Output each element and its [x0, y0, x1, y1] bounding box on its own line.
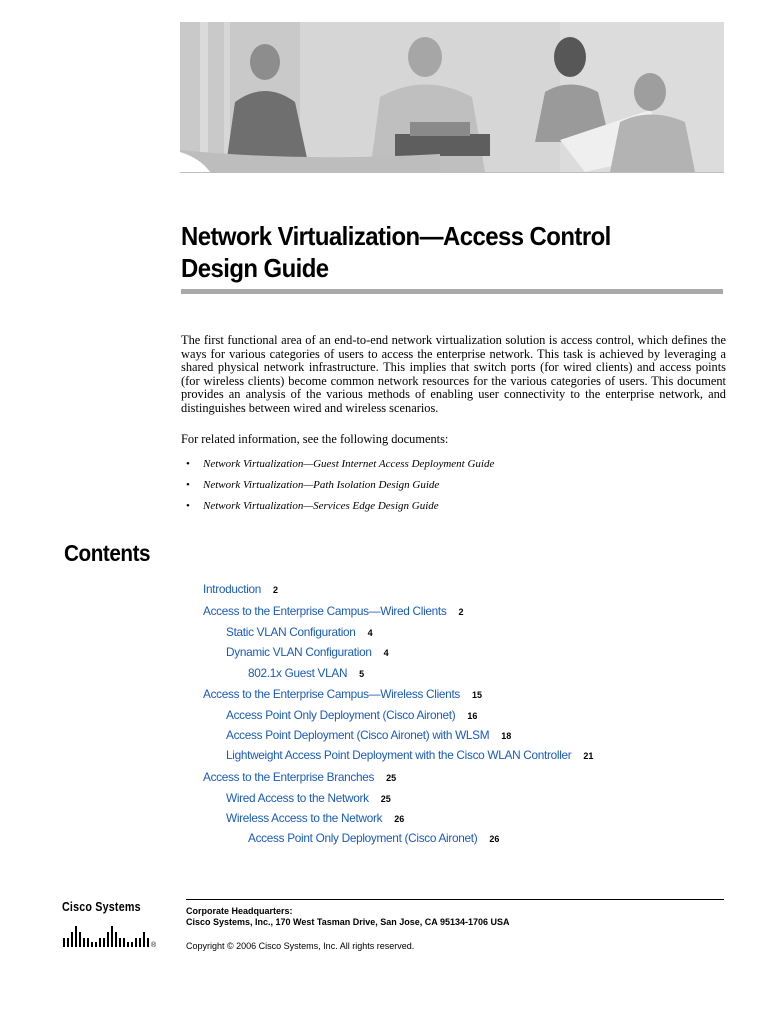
- document-title: Network Virtualization—Access Control Design Guide: [181, 221, 611, 283]
- toc-link[interactable]: 802.1x Guest VLAN: [248, 666, 348, 680]
- intro-paragraph: The first functional area of an end-to-end network virtualization solution is access control, which defines the ways for various categories of users to access the enterprise network. This task is achieved by leveraging a shared physical network infrastructure. This implies that switch ports (for wired clients) and access points (for wireless clients) become common network resources for the various categories of users. This document provides an analysis of the various methods of enabling user connectivity to the enterprise network, and distinguishes between wired and wireless scenarios.: [181, 333, 726, 415]
- toc-link[interactable]: Static VLAN Configuration: [226, 625, 356, 639]
- toc-entry-lightweight-ap[interactable]: [226, 748, 593, 763]
- cisco-logo: [62, 900, 162, 952]
- list-item[interactable]: [186, 454, 494, 475]
- toc-entry-wired-access[interactable]: [226, 791, 391, 806]
- toc-page-number: 25: [380, 794, 391, 804]
- bullet-icon: •: [186, 479, 190, 491]
- trademark-symbol: ®: [151, 942, 157, 948]
- toc-page-number: 2: [458, 607, 464, 617]
- toc-link[interactable]: Wired Access to the Network: [226, 791, 369, 805]
- contents-heading: Contents: [64, 540, 151, 566]
- toc-entry-introduction[interactable]: [203, 582, 278, 597]
- toc-page-number: 16: [467, 711, 478, 721]
- toc-link[interactable]: Access Point Only Deployment (Cisco Aironet): [226, 708, 456, 722]
- toc-page-number: 18: [501, 731, 512, 741]
- copyright-notice: Copyright © 2006 Cisco Systems, Inc. All rights reserved.: [186, 941, 415, 951]
- toc-entry-campus-wired[interactable]: [203, 604, 464, 619]
- toc-page-number: 15: [472, 690, 483, 700]
- people-photo-illustration: [180, 22, 724, 172]
- list-item[interactable]: [186, 496, 494, 517]
- bullet-icon: •: [186, 500, 190, 512]
- toc-link[interactable]: Lightweight Access Point Deployment with the Cisco WLAN Controller: [226, 748, 572, 762]
- toc-link[interactable]: Dynamic VLAN Configuration: [226, 645, 372, 659]
- toc-entry-dynamic-vlan[interactable]: [226, 645, 389, 660]
- toc-link[interactable]: Access Point Deployment (Cisco Aironet) with WLSM: [226, 728, 490, 742]
- hq-address: Cisco Systems, Inc., 170 West Tasman Drive, San Jose, CA 95134-1706 USA: [186, 917, 510, 927]
- toc-entry-guest-vlan[interactable]: [248, 666, 364, 681]
- toc-page-number: 25: [386, 773, 397, 783]
- logo-wordmark: Cisco Systems: [62, 900, 141, 914]
- header-photo: [180, 22, 724, 173]
- cisco-bridge-icon: [62, 922, 162, 948]
- toc-page-number: 2: [273, 585, 279, 595]
- toc-page-number: 4: [367, 628, 373, 638]
- toc-link[interactable]: Access to the Enterprise Branches: [203, 770, 375, 784]
- toc-link[interactable]: Access to the Enterprise Campus—Wired Clients: [203, 604, 447, 618]
- toc-link[interactable]: Access to the Enterprise Campus—Wireless Clients: [203, 687, 461, 701]
- toc-entry-ap-only[interactable]: [226, 708, 477, 723]
- corporate-headquarters: [186, 906, 510, 928]
- toc-page-number: 26: [394, 814, 405, 824]
- toc-page-number: 26: [489, 834, 500, 844]
- footer-divider: [186, 899, 724, 900]
- toc-entry-wireless-access[interactable]: [226, 811, 404, 826]
- toc-link[interactable]: Access Point Only Deployment (Cisco Aironet): [248, 831, 478, 845]
- bullet-icon: •: [186, 458, 190, 470]
- hq-label: Corporate Headquarters:: [186, 906, 293, 916]
- toc-entry-branch-ap-only[interactable]: [248, 831, 499, 846]
- related-doc-title: Network Virtualization—Services Edge Design Guide: [203, 500, 439, 512]
- toc-page-number: 4: [383, 648, 389, 658]
- toc-page-number: 21: [583, 751, 594, 761]
- toc-entry-campus-wireless[interactable]: [203, 687, 482, 702]
- toc-link[interactable]: Introduction: [203, 582, 262, 596]
- list-item[interactable]: [186, 475, 494, 496]
- related-docs-intro: For related information, see the following documents:: [181, 432, 449, 446]
- title-divider: [181, 289, 723, 294]
- related-documents-list: [186, 454, 494, 517]
- toc-page-number: 5: [359, 669, 365, 679]
- toc-entry-static-vlan[interactable]: [226, 625, 373, 640]
- toc-entry-branches[interactable]: [203, 770, 396, 785]
- toc-link[interactable]: Wireless Access to the Network: [226, 811, 383, 825]
- related-doc-title: Network Virtualization—Guest Internet Access Deployment Guide: [203, 458, 495, 470]
- related-doc-title: Network Virtualization—Path Isolation Design Guide: [203, 479, 440, 491]
- toc-entry-ap-wlsm[interactable]: [226, 728, 511, 743]
